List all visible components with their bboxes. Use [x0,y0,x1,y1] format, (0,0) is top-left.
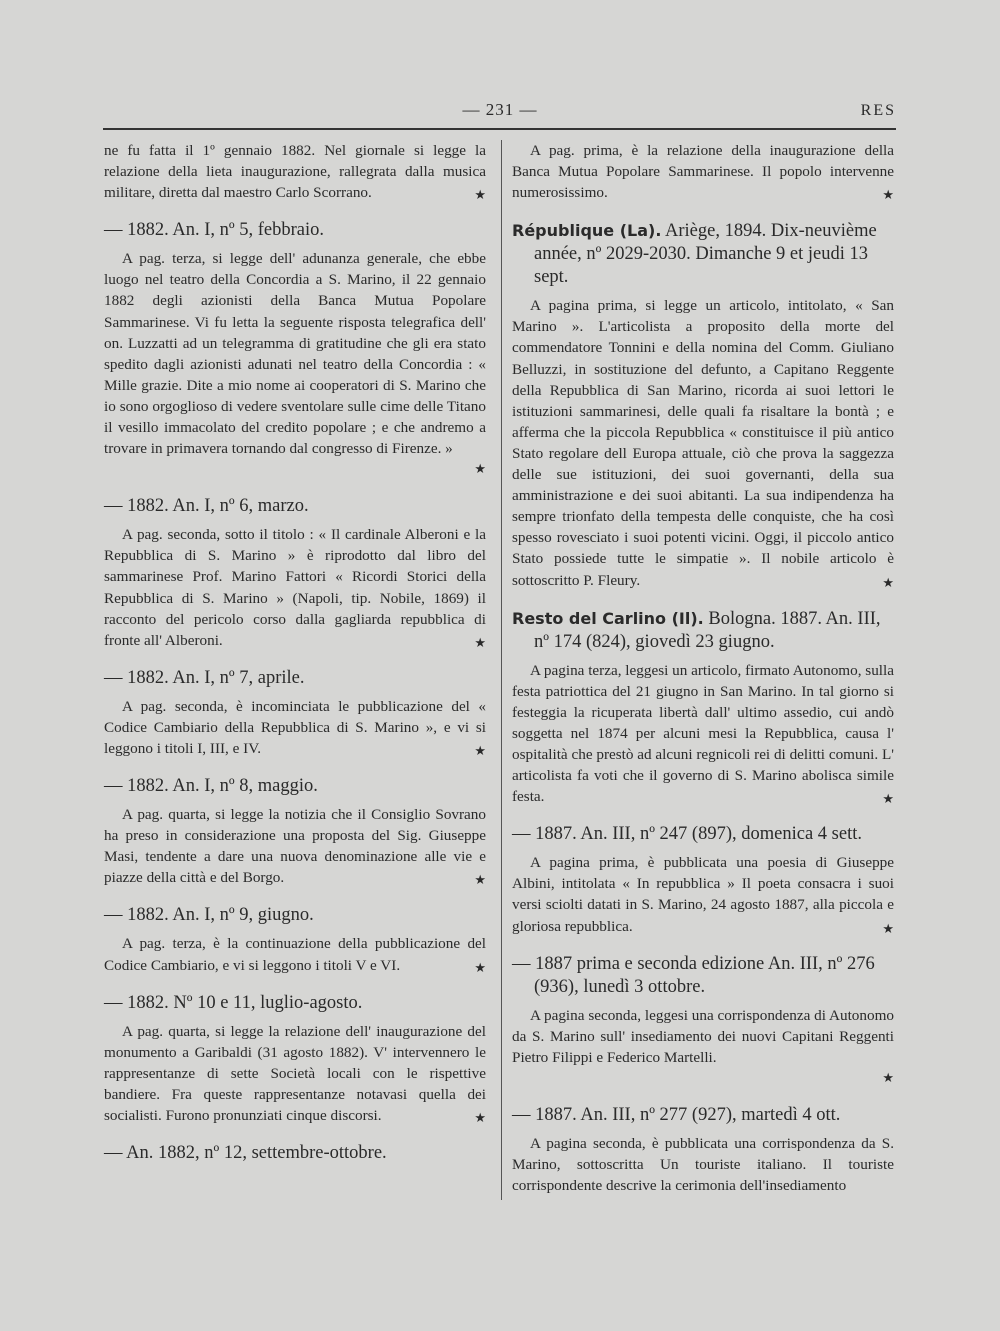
star-icon: ★ [882,791,894,807]
entry-heading [104,904,486,927]
star-icon: ★ [474,872,486,888]
heading-text: — 1882. An. I, nº 7, aprile. [104,667,305,688]
paragraph [512,660,894,808]
running-head: RES [860,102,896,119]
paragraph-text: ne fu fatta il 1º gennaio 1882. Nel giornale si legge la relazione della lieta inaugurazione, rallegrata dalla musica militare, diretta dal maestro Carlo Scorrano. [104,142,486,202]
entry-heading [512,219,894,289]
entry-body [104,140,486,203]
paragraph [104,140,486,203]
page-header [0,100,1000,128]
heading-text: — 1882. An. I, nº 8, maggio. [104,776,318,797]
periodical-title: République (La). [512,221,662,241]
paragraph-text: A pag. seconda, è incominciata le pubblicazione del « Codice Cambiario della Repubblica di S. Marino », e vi si leggono i titoli I, III, e IV. [104,697,486,757]
entry-heading [512,1104,894,1127]
entry-body [512,1005,894,1088]
paragraph [104,1021,486,1126]
entry-body [104,524,486,651]
star-icon: ★ [474,1110,486,1125]
paragraph-text: A pagina seconda, è pubblicata una corrispondenza da S. Marino, sottoscritta Un touriste italiano. Il touriste corrispondente descrive la cerimonia dell'insediamento [512,1134,894,1195]
paragraph [104,524,486,651]
star-icon: ★ [474,634,486,650]
entry-heading [104,775,486,798]
paragraph [104,804,486,888]
paragraph-text: A pag. seconda, sotto il titolo : « Il cardinale Alberoni e la Repubblica di S. Marino » è riprodotto dal libro del sammarinese Prof. Marino Fattori « Ricordi Storici della Repubblica di S. Marino » (Napoli, tip. Nobile, 1869) il racconto del pericolo corso dalla gagliarda repubblica di fronte all' Alberoni. [104,526,486,649]
paragraph [512,140,894,203]
paragraph-text: A pag. terza, si legge dell' adunanza generale, che ebbe luogo nel teatro della Concordia a S. Marino, il 22 gennaio 1882 degli azionisti della Banca Mutua Popolare Sammarinese. Vi fu letta la seguente risposta telegrafica dell' on. Luzzatti ad un telegramma di gratitudine che gli era stato spedito dagli azionisti adunati nel teatro della Concordia : « Mille grazie. Dite a mio nome ai cooperatori di S. Marino che io sono orgoglioso di vedere sventolare sulle cime delle Titano il vesillo immacolato del credito popolare ; e che andremo a trovare in primavera tornando dal congresso di Firenze. » [104,250,486,458]
entry-body [512,140,894,203]
entry-heading [512,953,894,999]
right-column [512,140,894,1212]
paragraph [512,295,894,590]
entry-heading [104,219,486,242]
entry-heading [104,1142,486,1165]
paragraph [104,933,486,975]
heading-text: Ariège, 1894. Dix-neuvième année, nº 2029-2030. Dimanche 9 et jeudi 13 sept. [534,221,877,288]
paragraph-text: A pag. quarta, si legge la relazione dell' inaugurazione del monumento a Garibaldi (31 agosto 1882). V' intervennero le rappresentanze di sette Società locali con le rispettive bandiere. Fra queste rappresentanze notavasi quella dei socialisti. Furono pronunziati cinque discorsi. [104,1022,486,1124]
star-icon: ★ [474,187,486,203]
column-divider [501,140,502,1200]
star-icon: ★ [882,920,894,936]
heading-text: — 1882. An. I, nº 6, marzo. [104,496,309,517]
entry-heading [104,495,486,518]
page-number: — 231 — [462,100,538,119]
heading-text: — 1887 prima e seconda edizione An. III, nº 276 (936), lunedì 3 ottobre. [512,953,875,997]
paragraph-text: A pagina prima, è pubblicata una poesia di Giuseppe Albini, intitolata « In repubblica » Il poeta consacra i suoi versi sciolti datati in S. Marino, 24 agosto 1887, alla piccola e gloriosa repubblica. [512,854,894,935]
entry-body [104,804,486,888]
entry-heading [512,823,894,846]
star-icon: ★ [474,461,486,477]
left-column [104,140,486,1171]
entry-heading [512,607,894,654]
star-icon: ★ [474,959,486,975]
heading-text: — An. 1882, nº 12, settembre-ottobre. [104,1143,387,1164]
heading-text: — 1887. An. III, nº 247 (897), domenica 4 sett. [512,824,862,845]
paragraph [104,248,486,459]
heading-text: — 1882. Nº 10 e 11, luglio-agosto. [104,992,363,1013]
entry-body [104,1021,486,1126]
heading-text: — 1887. An. III, nº 277 (927), martedì 4 ott. [512,1104,841,1125]
header-rule [103,128,896,130]
star-icon: ★ [882,1069,894,1085]
paragraph [512,1005,894,1068]
heading-text: — 1882. An. I, nº 5, febbraio. [104,220,324,241]
entry-body [104,696,486,759]
paragraph-text: A pagina seconda, leggesi una corrispondenza di Autonomo da S. Marino sull' insediamento dei nuovi Capitani Reggenti Pietro Filippi e Federico Martelli. [512,1006,894,1066]
star-icon: ★ [882,187,894,203]
entry-body [104,248,486,479]
entry-body [512,852,894,936]
periodical-title: Resto del Carlino (Il). [512,608,704,628]
entry-body [512,660,894,808]
entry-heading [104,667,486,690]
heading-text: Bologna. 1887. An. III, nº 174 (824), giovedì 23 giugno. [534,608,881,652]
entry-heading [104,992,486,1015]
paragraph-text: A pagina prima, si legge un articolo, intitolato, « San Marino ». L'articolista a proposito della morte del commendatore Tonnini e della nomina del Comm. Giuliano Belluzzi, in sostituzione del defunto, a Capitano Reggente della Repubblica di San Marino, ricorda ai suoi lettori le istituzioni sammarinesi, delle quali fa risaltare la bontà ; e afferma che la piccola Repubblica « constituisce il più antico Stato regolare dell Europa attuale, ciò che prova la saggezza delle sue istituzioni, dei suoi governanti, della sua amministrazione e dei suoi abitanti. La sua indipendenza ha sempre trionfato della tempesta delle conquiste, che ha così spesso rovesciato i suoi potenti vicini. Oggi, il piccolo antico Stato possiede tutte le simpatie ». Il nobile articolo è sottoscritto P. Fleury. [512,297,894,589]
star-icon: ★ [474,742,486,758]
star-icon: ★ [882,574,894,590]
paragraph-text: A pagina terza, leggesi un articolo, firmato Autonomo, sulla festa patriottica del 21 giugno in San Marino. In tal giorno si festeggia la ricuperata libertà dall' ultimo assedio, cui andò soggetta nel 1874 per alcuni mesi la Repubblica, causa l' ospitalità che prestò ad alcuni regnicoli rei di delitti comuni. L' articolista fa voti che il governo di S. Marino abolisca simile festa. [512,661,894,806]
paragraph [512,1133,894,1196]
paragraph-text: A pag. quarta, si legge la notizia che il Consiglio Sovrano ha preso in considerazione una proposta del Sig. Giuseppe Masi, tendente a dare una nuova denominazione alle vie e piazze della città e del Borgo. [104,806,486,887]
entry-body [512,1133,894,1196]
paragraph-text: A pag. prima, è la relazione della inaugurazione della Banca Mutua Popolare Sammarinese. Il popolo intervenne numerosissimo. [512,142,894,202]
heading-text: — 1882. An. I, nº 9, giugno. [104,905,314,926]
paragraph [512,852,894,936]
paragraph-text: A pag. terza, è la continuazione della pubblicazione del Codice Cambiario, e vi si leggono i titoli V e VI. [104,935,486,974]
paragraph [104,696,486,759]
entry-body [512,295,894,590]
entry-body [104,933,486,975]
